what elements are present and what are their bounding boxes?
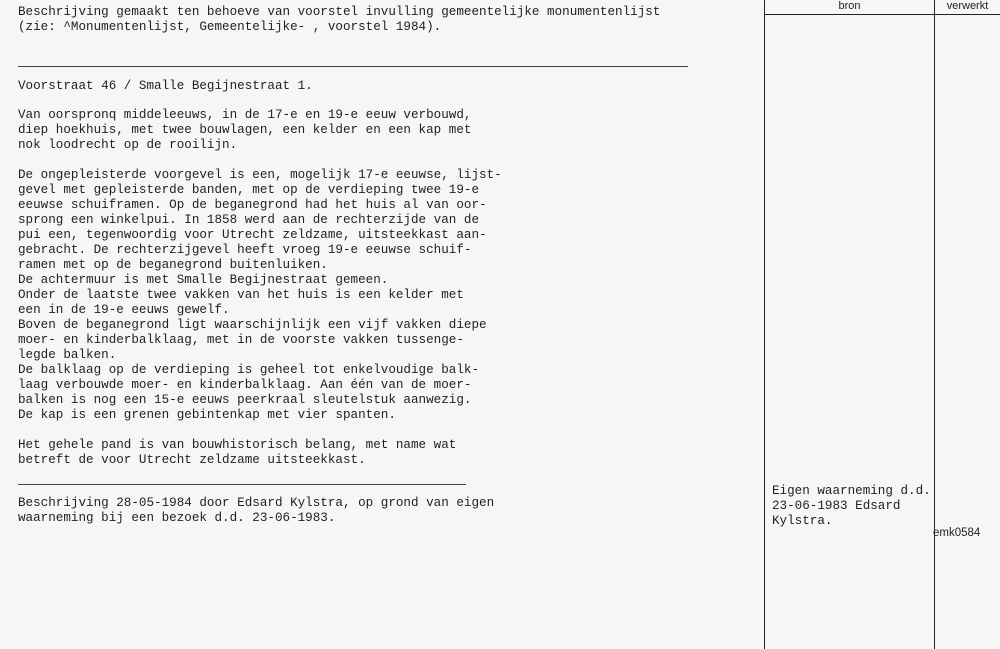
document-header — [18, 5, 738, 35]
text-line: nok loodrecht op de rooilijn. — [18, 138, 238, 152]
bron-entry — [772, 484, 932, 529]
bottom-divider — [18, 484, 466, 485]
header-line-2: (zie: ^Monumentenlijst, Gemeentelijke- , voorstel 1984). — [18, 20, 442, 34]
text-line: gebracht. De rechterzijgevel heeft vroeg 19-e eeuwse schuif- — [18, 243, 472, 257]
text-line: diep hoekhuis, met twee bouwlagen, een kelder en een kap met — [18, 123, 472, 137]
text-line: moer- en kinderbalklaag, met in de voorste vakken tussenge- — [18, 333, 464, 347]
text-line: De ongepleisterde voorgevel is een, mogelijk 17-e eeuwse, lijst- — [18, 168, 502, 182]
paragraph-details — [18, 168, 502, 423]
column-rule-left — [764, 0, 765, 649]
header-line-1: Beschrijving gemaakt ten behoeve van voorstel invulling gemeentelijke monumentenlijst — [18, 5, 661, 19]
bron-line-3: Kylstra. — [772, 514, 833, 528]
text-line: Boven de beganegrond ligt waarschijnlijk een vijf vakken diepe — [18, 318, 487, 332]
text-line: De balklaag op de verdieping is geheel tot enkelvoudige balk- — [18, 363, 480, 377]
text-line: legde balken. — [18, 348, 117, 362]
footer-line-1: Beschrijving 28-05-1984 door Edsard Kylstra, op grond van eigen — [18, 496, 495, 510]
text-line: Het gehele pand is van bouwhistorisch belang, met name wat — [18, 438, 457, 452]
top-divider — [18, 66, 688, 67]
bron-line-2: 23-06-1983 Edsard — [772, 499, 901, 513]
paragraph-significance — [18, 438, 488, 468]
text-line: Onder de laatste twee vakken van het huis is een kelder met — [18, 288, 464, 302]
text-line: balken is nog een 15-e eeuws peerkraal sleutelstuk aanwezig. — [18, 393, 472, 407]
text-line: Van oorspronq middeleeuws, in de 17-e en 19-e eeuw verbouwd, — [18, 108, 472, 122]
text-line: sprong een winkelpui. In 1858 werd aan de rechterzijde van de — [18, 213, 480, 227]
footer-line-2: waarneming bij een bezoek d.d. 23-06-1983. — [18, 511, 336, 525]
text-line: laag verbouwde moer- en kinderbalklaag. Aan één van de moer- — [18, 378, 472, 392]
column-header-bron: bron — [838, 0, 861, 12]
description-body — [18, 108, 502, 483]
text-line: een in de 19-e eeuws gewelf. — [18, 303, 230, 317]
text-line: betreft de voor Utrecht zeldzame uitsteekkast. — [18, 453, 366, 467]
text-line: pui een, tegenwoordig voor Utrecht zeldzame, uitsteekkast aan- — [18, 228, 487, 242]
text-line: De kap is een grenen gebintenkap met vier spanten. — [18, 408, 396, 422]
verwerkt-entry: emk0584 — [933, 527, 981, 539]
description-footer — [18, 496, 495, 526]
text-line: gevel met gepleisterde banden, met op de verdieping twee 19-e — [18, 183, 480, 197]
bron-line-1: Eigen waarneming d.d. — [772, 484, 931, 498]
paragraph-origin — [18, 108, 488, 153]
column-rule-right — [934, 0, 935, 649]
text-line: De achtermuur is met Smalle Begijnestraat gemeen. — [18, 273, 389, 287]
column-header-verwerkt: verwerkt — [946, 0, 989, 12]
column-header-rule — [764, 14, 1000, 15]
text-line: ramen met op de beganegrond buitenluiken. — [18, 258, 328, 272]
text-line: eeuwse schuiframen. Op de beganegrond had het huis al van oor- — [18, 198, 487, 212]
page-title: Voorstraat 46 / Smalle Begijnestraat 1. — [18, 79, 313, 93]
